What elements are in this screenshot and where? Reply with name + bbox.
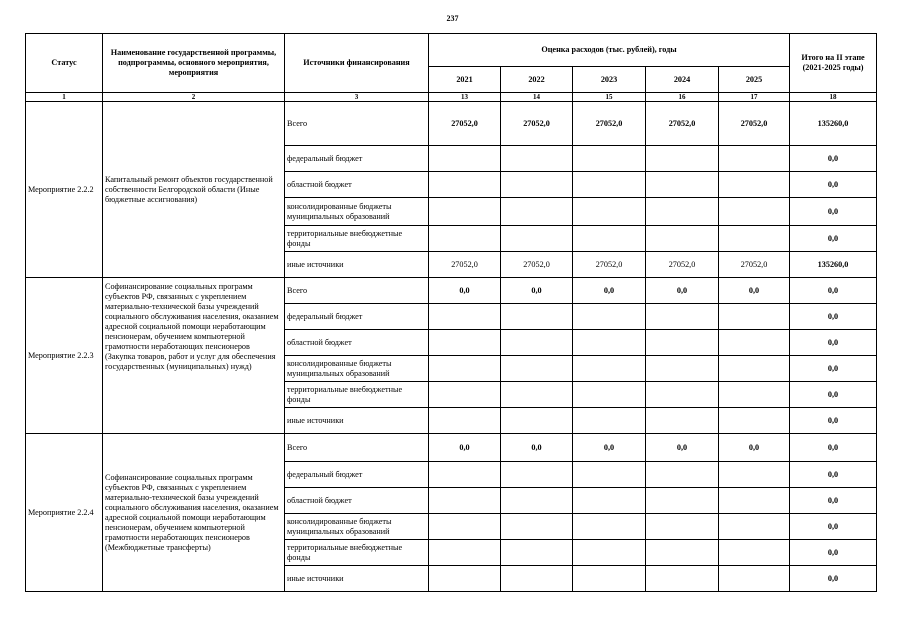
year-value (429, 382, 501, 408)
year-value (573, 198, 646, 226)
year-value (429, 566, 501, 592)
measure-status: Мероприятие 2.2.2 (26, 102, 103, 278)
year-value (719, 540, 790, 566)
year-value (573, 408, 646, 434)
year-value: 0,0 (646, 278, 719, 304)
year-value (646, 566, 719, 592)
year-value: 0,0 (719, 434, 790, 462)
measure-name: Софинансирование социальных программ субъектов РФ, связанных с укреплением материально-технической базы учреждений социального обслуживания населения, оказанием адресной социальной помощи неработающим пенсионерам, обучением компьютерной грамотности неработающих пенсионеров (Закупка товаров, работ и услуг для обеспечения государственных (муниципальных) нужд) (103, 278, 285, 434)
year-value (719, 330, 790, 356)
year-value (646, 462, 719, 488)
total-value: 135260,0 (790, 102, 877, 146)
year-value (501, 304, 573, 330)
year-value (501, 514, 573, 540)
year-value: 27052,0 (573, 252, 646, 278)
measure-status: Мероприятие 2.2.3 (26, 278, 103, 434)
year-value (573, 566, 646, 592)
total-value: 0,0 (790, 514, 877, 540)
total-value: 0,0 (790, 434, 877, 462)
header-year: 2022 (501, 67, 573, 93)
funding-source: консолидированные бюджеты муниципальных образований (285, 198, 429, 226)
year-value (501, 198, 573, 226)
year-value (719, 198, 790, 226)
year-value (501, 146, 573, 172)
header-status: Статус (26, 34, 103, 93)
year-value (719, 226, 790, 252)
year-value: 27052,0 (501, 102, 573, 146)
funding-source: областной бюджет (285, 172, 429, 198)
total-value: 0,0 (790, 278, 877, 304)
year-value (646, 540, 719, 566)
year-value: 27052,0 (646, 252, 719, 278)
total-value: 0,0 (790, 172, 877, 198)
year-value: 27052,0 (429, 102, 501, 146)
year-value (719, 462, 790, 488)
page-number: 237 (446, 14, 459, 23)
year-value (719, 146, 790, 172)
table-row (26, 102, 877, 146)
funding-source: областной бюджет (285, 330, 429, 356)
column-index: 3 (285, 93, 429, 102)
year-value (429, 408, 501, 434)
year-value (573, 304, 646, 330)
funding-source: федеральный бюджет (285, 304, 429, 330)
year-value: 0,0 (719, 278, 790, 304)
total-value: 0,0 (790, 226, 877, 252)
table-row (26, 434, 877, 462)
header-year: 2025 (719, 67, 790, 93)
year-value (573, 488, 646, 514)
header-year: 2023 (573, 67, 646, 93)
year-value (429, 462, 501, 488)
year-value (429, 226, 501, 252)
year-value: 0,0 (646, 434, 719, 462)
year-value: 0,0 (429, 278, 501, 304)
year-value (573, 146, 646, 172)
funding-source: территориальные внебюджетные фонды (285, 226, 429, 252)
year-value (573, 356, 646, 382)
measure-name: Капитальный ремонт объектов государственной собственности Белгородской области (Иные бюджетные ассигнования) (103, 102, 285, 278)
year-value (429, 330, 501, 356)
total-value: 0,0 (790, 540, 877, 566)
year-value (429, 304, 501, 330)
year-value: 27052,0 (501, 252, 573, 278)
year-value (573, 540, 646, 566)
year-value (573, 226, 646, 252)
header-name: Наименование государственной программы, подпрограммы, основного мероприятия, мероприятия (103, 34, 285, 93)
total-value: 0,0 (790, 198, 877, 226)
year-value (646, 146, 719, 172)
year-value: 0,0 (573, 434, 646, 462)
year-value (501, 408, 573, 434)
total-value: 0,0 (790, 462, 877, 488)
column-index: 18 (790, 93, 877, 102)
year-value (719, 356, 790, 382)
year-value: 0,0 (573, 278, 646, 304)
budget-table (25, 33, 877, 592)
year-value: 27052,0 (646, 102, 719, 146)
year-value (719, 382, 790, 408)
year-value (573, 462, 646, 488)
year-value: 0,0 (501, 434, 573, 462)
year-value: 0,0 (429, 434, 501, 462)
funding-source: иные источники (285, 252, 429, 278)
year-value (429, 198, 501, 226)
year-value (719, 408, 790, 434)
year-value (501, 172, 573, 198)
total-value: 0,0 (790, 408, 877, 434)
funding-source: Всего (285, 434, 429, 462)
funding-source: иные источники (285, 408, 429, 434)
year-value (719, 514, 790, 540)
total-value: 0,0 (790, 488, 877, 514)
year-value (646, 488, 719, 514)
header-year: 2021 (429, 67, 501, 93)
total-value: 135260,0 (790, 252, 877, 278)
year-value (719, 566, 790, 592)
year-value (501, 226, 573, 252)
column-index: 17 (719, 93, 790, 102)
year-value (501, 488, 573, 514)
year-value (429, 172, 501, 198)
year-value (429, 540, 501, 566)
funding-source: территориальные внебюджетные фонды (285, 382, 429, 408)
column-index: 14 (501, 93, 573, 102)
year-value: 27052,0 (719, 102, 790, 146)
funding-source: Всего (285, 278, 429, 304)
year-value (429, 514, 501, 540)
year-value (646, 304, 719, 330)
table-row (26, 278, 877, 304)
funding-source: консолидированные бюджеты муниципальных образований (285, 514, 429, 540)
year-value (646, 356, 719, 382)
year-value (501, 330, 573, 356)
year-value (646, 172, 719, 198)
year-value (719, 172, 790, 198)
year-value: 27052,0 (719, 252, 790, 278)
total-value: 0,0 (790, 304, 877, 330)
column-index: 16 (646, 93, 719, 102)
year-value (429, 488, 501, 514)
measure-status: Мероприятие 2.2.4 (26, 434, 103, 592)
total-value: 0,0 (790, 382, 877, 408)
funding-source: территориальные внебюджетные фонды (285, 540, 429, 566)
column-index: 13 (429, 93, 501, 102)
year-value (501, 462, 573, 488)
year-value (501, 566, 573, 592)
funding-source: федеральный бюджет (285, 146, 429, 172)
year-value: 0,0 (501, 278, 573, 304)
year-value (573, 172, 646, 198)
total-value: 0,0 (790, 146, 877, 172)
year-value (719, 304, 790, 330)
total-value: 0,0 (790, 330, 877, 356)
year-value (646, 382, 719, 408)
year-value (573, 382, 646, 408)
total-value: 0,0 (790, 356, 877, 382)
year-value (501, 356, 573, 382)
column-index: 1 (26, 93, 103, 102)
column-index: 2 (103, 93, 285, 102)
column-index: 15 (573, 93, 646, 102)
year-value (429, 146, 501, 172)
year-value (573, 330, 646, 356)
funding-source: областной бюджет (285, 488, 429, 514)
funding-source: консолидированные бюджеты муниципальных образований (285, 356, 429, 382)
year-value (719, 488, 790, 514)
year-value (501, 382, 573, 408)
year-value (646, 408, 719, 434)
year-value: 27052,0 (573, 102, 646, 146)
year-value (646, 330, 719, 356)
header-total: Итого на II этапе (2021-2025 годы) (790, 34, 877, 93)
header-sources: Источники финансирования (285, 34, 429, 93)
year-value (429, 356, 501, 382)
funding-source: федеральный бюджет (285, 462, 429, 488)
funding-source: иные источники (285, 566, 429, 592)
year-value: 27052,0 (429, 252, 501, 278)
year-value (646, 226, 719, 252)
year-value (646, 198, 719, 226)
year-value (646, 514, 719, 540)
header-year: 2024 (646, 67, 719, 93)
year-value (501, 540, 573, 566)
year-value (573, 514, 646, 540)
funding-source: Всего (285, 102, 429, 146)
measure-name: Софинансирование социальных программ субъектов РФ, связанных с укреплением материально-технической базы учреждений социального обслуживания населения, оказанием адресной социальной помощи неработающим пенсионерам, обучением компьютерной грамотности неработающих пенсионеров (Межбюджетные трансферты) (103, 434, 285, 592)
total-value: 0,0 (790, 566, 877, 592)
header-estimate: Оценка расходов (тыс. рублей), годы (429, 34, 790, 67)
